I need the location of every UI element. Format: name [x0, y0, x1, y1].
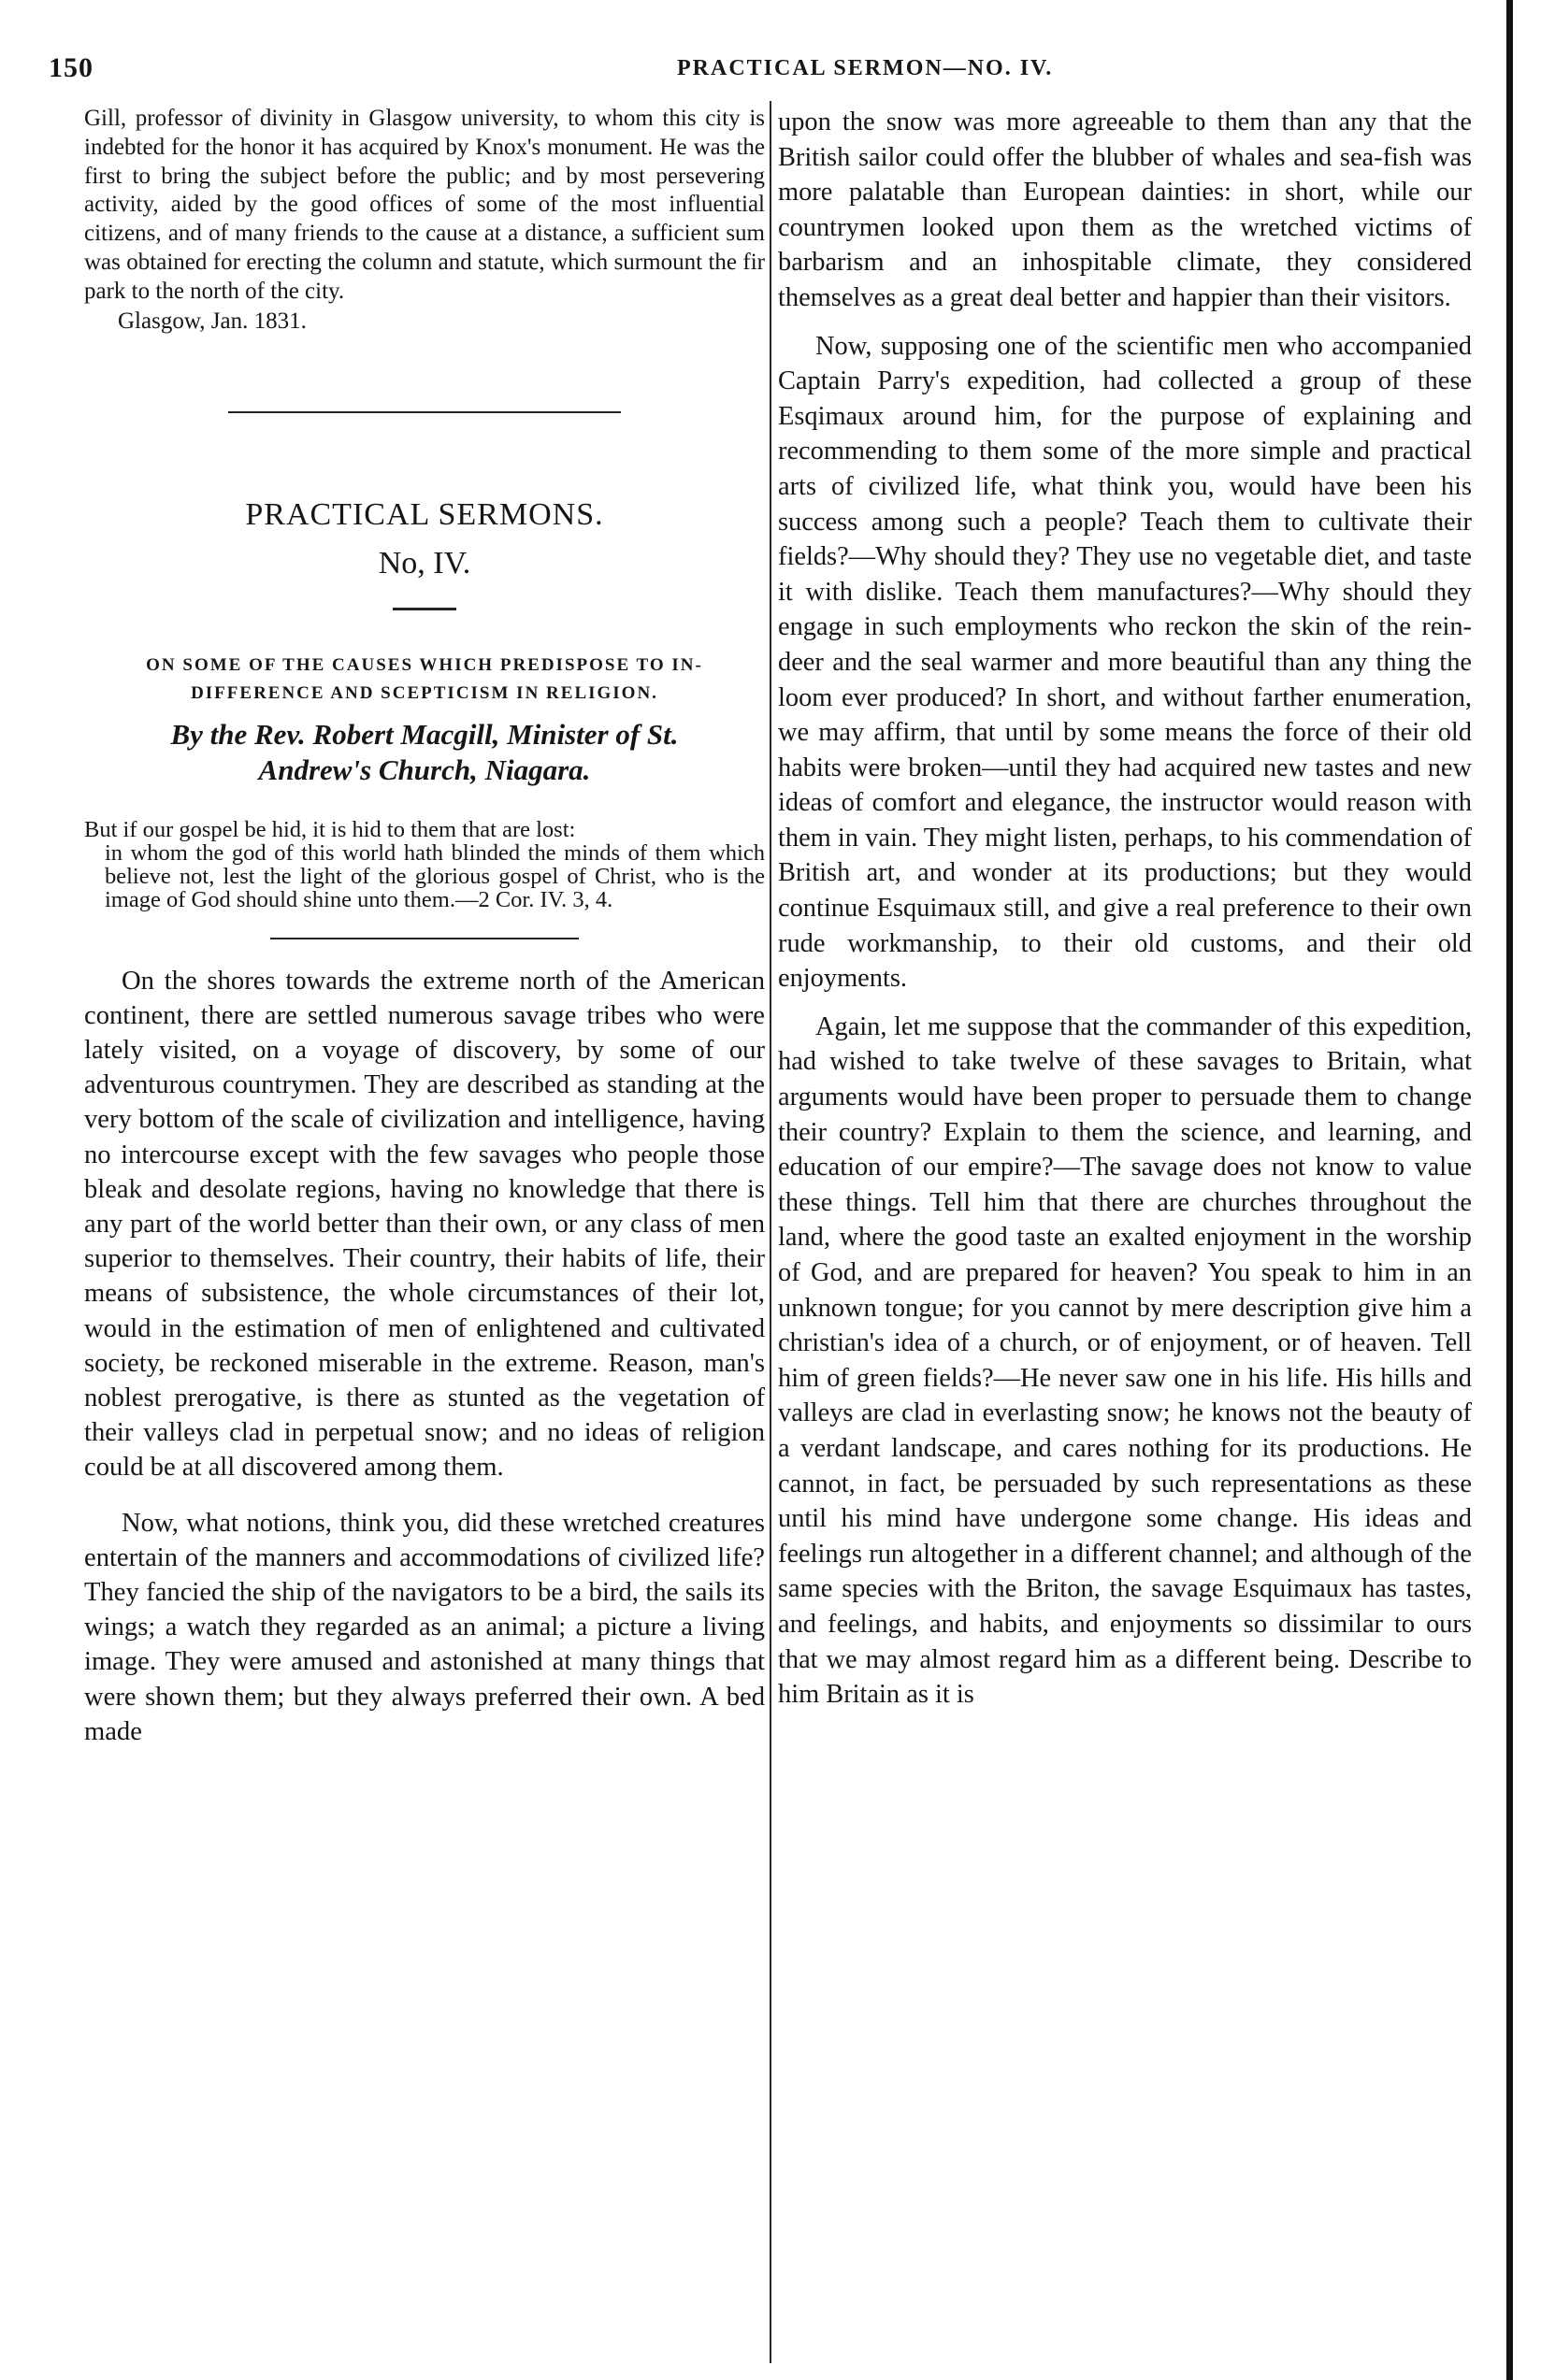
- left-column: [84, 105, 765, 1749]
- page-edge-rule: [1506, 0, 1513, 2380]
- running-title: PRACTICAL SERMON—NO. IV.: [677, 56, 1054, 80]
- page-number: 150: [49, 52, 94, 83]
- body-paragraph-2: Now, what notions, think you, did these wretched creatures entertain of the manners and accommodations of civilized life? They fancied the ship of the navigators to be a bird, the sails its wings; a watch they regarded as an animal; a picture a living image. They were amused and astonished at many things that were shown them; but they always preferred their own. A bed made: [84, 1508, 765, 1746]
- right-paragraph-3: Again, let me suppose that the commander of this expedition, had wished to take twelve of these savages to Britain, what arguments would have been proper to persuade them to change their country? Explain to them the science, and learning, and education of our empire?—The savage does not know to value these things. Tell him that there are churches throughout the land, where the good taste an exalted enjoyment in the worship of God, and are prepared for heaven? You speak to him in an unknown tongue; for you cannot by mere description give him a christian's idea of a church, or of enjoyment, or of heaven. Tell him of green fields?—He never saw one in his life. His hills and valleys are clad in everlasting snow; he knows not the beauty of a verdant landscape, and cares nothing for its productions. He cannot, in fact, be persuaded by such representations as these until his mind have undergone some change. His ideas and feelings run altogether in a different channel; and although of the same species with the Briton, the savage Esquimaux has tastes, and feelings, and habits, and enjoyments so dissimilar to ours that we may almost regard him as a different being. Describe to him Britain as it is: [778, 1011, 1472, 1710]
- sermon-title: PRACTICAL SERMONS.: [245, 496, 604, 532]
- right-paragraph-1: upon the snow was more agreeable to them than any that the British sailor could offer the blubber of whales and sea-fish was more palatable than European dainties: in short, while our countrymen looked upon them as the wretched victims of barbarism and an inhospitable climate, they considered themselves as a great deal better and happier than their visitors.: [778, 108, 1472, 312]
- sermon-subtitle-line-2: DIFFERENCE AND SCEPTICISM IN RELIGION.: [191, 682, 658, 703]
- epigraph: [84, 818, 765, 911]
- epigraph-first-line: But if our gospel be hid, it is hid to them that are lost:: [84, 816, 576, 842]
- carryover-paragraph: Gill, professor of divinity in Glasgow university, to whom this city is indebted for the honor it has acquired by Knox's monument. He was the first to bring the subject before the public; and by most persevering activity, aided by the good offices of some of the most influential citizens, and of many friends to the cause at a distance, a sufficient sum was obtained for erecting the column and statute, which surmount the fir park to the north of the city.: [84, 106, 765, 304]
- byline-line-2: Andrew's Church, Niagara.: [258, 753, 591, 786]
- epigraph-continuation: in whom the god of this world hath blinded the minds of them which believe not, lest the light of the glorious gospel of Christ, who is the image of God should shine unto them.—2 Cor. IV. 3, 4.: [105, 839, 765, 912]
- dateline: Glasgow, Jan. 1831.: [118, 308, 307, 334]
- right-column: [778, 105, 1472, 1713]
- running-header: [49, 52, 1489, 90]
- byline-line-1: By the Rev. Robert Macgill, Minister of St.: [170, 717, 679, 751]
- body-paragraph-1: On the shores towards the extreme north of the American continent, there are settled numerous savage tribes who were lately visited, on a voyage of discovery, by some of our adventurous countrymen. They are described as standing at the very bottom of the scale of civilization and intelligence, having no intercourse except with the few savages who people those bleak and desolate regions, having no knowledge that there is any part of the world better than their own, or any class of men superior to themselves. Their country, their habits of life, their means of subsistence, the whole circumstances of their lot, would in the estimation of men of enlightened and cultivated society, be reckoned miserable in the extreme. Reason, man's noblest prerogative, is there as stunted as the vegetation of their valleys clad in perpetual snow; and no ideas of religion could be at all discovered among them.: [84, 966, 765, 1483]
- column-divider: [770, 101, 771, 2363]
- sermon-subtitle-line-1: ON SOME OF THE CAUSES WHICH PREDISPOSE TO IN-: [146, 654, 703, 675]
- right-paragraph-2: Now, supposing one of the scientific men who accompanied Captain Parry's expedition, had collected a group of these Esqimaux around him, for the purpose of explaining and recommending to them some of the more simple and practical arts of civilized life, what think you, would have been his success among such a people? Teach them to cultivate their fields?—Why should they? They use no vegetable diet, and taste it with dislike. Teach them manufactures?—Why should they engage in such employments who reckon the skin of the rein-deer and the seal warmer and more beautiful than any thing the loom ever produced? In short, and without farther enumeration, we may affirm, that until by some means the force of their old habits were broken—until they had acquired new tastes and new ideas of comfort and elegance, the instructor would reason with them in vain. They might listen, perhaps, to his commendation of British art, and wonder at its productions; but they would continue Esquimaux still, and give a real preference to their own rude workmanship, to their old customs, and their old enjoyments.: [778, 331, 1472, 994]
- sermon-number: No, IV.: [378, 545, 471, 581]
